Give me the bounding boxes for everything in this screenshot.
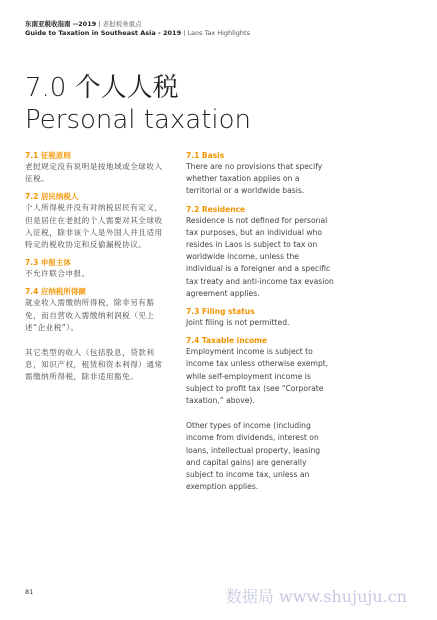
section-heading: 7.4 应纳税所得额: [25, 287, 86, 297]
section-paragraph: 老挝规定没有说明是按地域或全球收入征税。: [25, 162, 163, 184]
watermark: 数据局 www.shujuju.cn: [225, 587, 407, 606]
section-heading: 7.2 居民纳税人: [25, 192, 79, 202]
section-heading: 7.3 Filing status: [186, 307, 255, 317]
header-guide-title-zh: 东南亚税收指南 --2019: [25, 20, 97, 28]
header-section-en: | Laos Tax Highlights: [181, 29, 250, 37]
english-column: [186, 150, 336, 499]
section-title: [25, 72, 251, 136]
section-7-1-zh: [25, 150, 170, 185]
section-7-2-zh: [25, 191, 170, 251]
section-paragraph: 不允许联合申报。: [25, 269, 90, 279]
section-title-zh: 7.0 个人人税: [25, 73, 179, 103]
section-title-en: Personal taxation: [25, 105, 252, 135]
section-heading: 7.3 申报主体: [25, 258, 71, 268]
section-paragraph: There are no provisions that specify whether taxation applies on a territorial or a worldwide basis.: [186, 162, 323, 196]
page-number: 81: [25, 588, 34, 596]
header-line-1: [25, 20, 250, 29]
page-header: [25, 20, 250, 38]
header-line-2: [25, 29, 250, 38]
section-7-2-en: [186, 204, 336, 300]
section-paragraph: Employment income is subject to income tax unless otherwise exempt, while self-employment income is subject to profit tax (see “Corporate taxation,” above).: [186, 347, 329, 406]
section-7-1-en: [186, 150, 336, 198]
section-paragraph: Residence is not defined for personal tax purposes, but an individual who resides in Laos is subject to tax on worldwide income, unless the individual is a foreigner and a specific tax treaty and anti-income tax evasion agreement applies.: [186, 215, 334, 298]
section-heading: 7.1 Basis: [186, 151, 225, 160]
section-7-4-en: [186, 335, 336, 493]
section-paragraph: 就业收入需缴纳所得税，除非另有豁免，而自营收入需缴纳利润税（见上述“企业税”）。: [25, 298, 155, 332]
section-heading: 7.1 征税原则: [25, 151, 71, 160]
section-heading: 7.4 Taxable income: [186, 336, 268, 346]
chinese-column: [25, 150, 170, 390]
section-heading: 7.2 Residence: [186, 204, 246, 214]
header-section-zh: | 老挝税务重点: [96, 20, 142, 28]
section-paragraph: 其它类型的收入（包括股息，贷款利息，知识产权，租赁和资本利得）通常需缴纳所得税，除非适用豁免。: [25, 348, 163, 382]
section-paragraph: Other types of income (including income from dividends, interest on loans, intellectual property, leasing and capital gains) are generally subject to income tax, unless an exemption applies.: [186, 421, 321, 492]
section-paragraph: Joint filing is not permitted.: [186, 318, 290, 328]
section-7-3-en: [186, 306, 336, 329]
section-7-3-zh: [25, 257, 170, 280]
section-paragraph: 个人所得税并没有对纳税居民有定义，但是居住在老挝的个人需要对其全球收入征税，除非该个人是外国人并且适用特定的税收协定和反偷漏税协议。: [25, 203, 163, 250]
header-guide-title-en: Guide to Taxation in Southeast Asia - 2019: [25, 29, 182, 37]
section-7-4-zh: [25, 286, 170, 383]
